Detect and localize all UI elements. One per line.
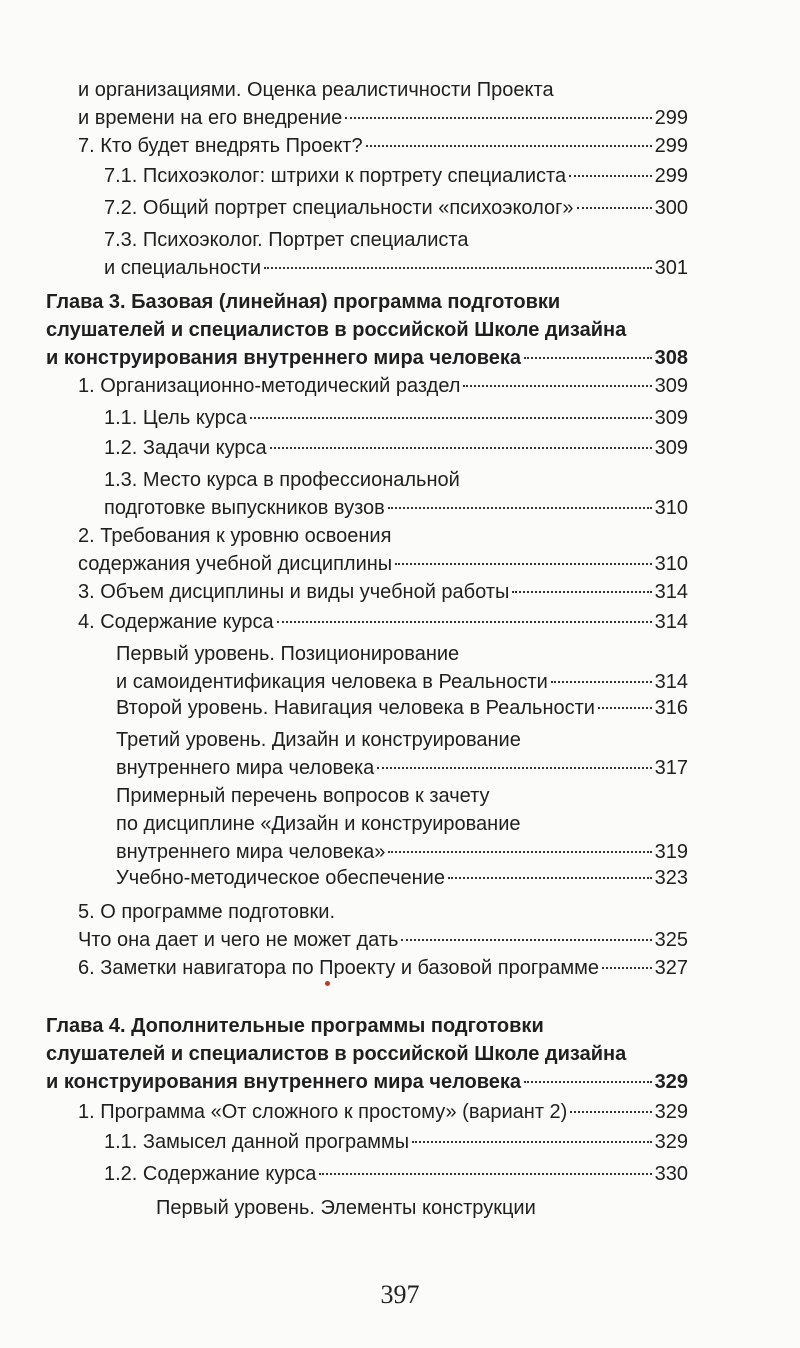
dot-leader xyxy=(401,938,651,941)
toc-entry-final-line xyxy=(78,926,688,954)
toc-entry-title: 1. Организационно-методический раздел xyxy=(78,375,461,397)
dot-leader xyxy=(598,706,652,709)
toc-entry-final-line xyxy=(104,1128,688,1156)
toc-page-number: 317 xyxy=(654,757,688,779)
toc-page-number: 329 xyxy=(654,1131,688,1153)
toc-entry-title: и времени на его внедрение xyxy=(78,107,343,129)
toc-entry-line: 1.3. Место курса в профессиональной xyxy=(104,469,460,491)
toc-entry-title: подготовке выпускников вузов xyxy=(104,497,385,519)
toc-entry-line: Глава 3. Базовая (линейная) программа подготовки xyxy=(46,291,561,313)
toc-entry-final-line xyxy=(78,550,688,578)
toc-entry xyxy=(78,76,688,132)
toc-entry-final-line xyxy=(116,668,688,696)
toc-entry-final-line xyxy=(78,372,688,400)
toc-entry-line: слушателей и специалистов в российской Школе дизайна xyxy=(46,1043,627,1065)
dot-leader xyxy=(388,506,652,509)
dot-leader xyxy=(270,446,652,449)
toc-page-number: 299 xyxy=(654,135,688,157)
toc-entry-final-line xyxy=(116,754,688,782)
toc-entry xyxy=(104,1160,688,1188)
ink-dot-mark xyxy=(325,981,330,986)
toc-entry-title: Первый уровень. Элементы конструкции xyxy=(156,1197,536,1219)
toc-page-number: 299 xyxy=(654,107,688,129)
toc-entry xyxy=(104,466,688,522)
toc-page-number: 310 xyxy=(654,553,688,575)
toc-entry xyxy=(104,434,688,462)
toc-entry xyxy=(78,578,688,606)
toc-entry-final-line xyxy=(104,1160,688,1188)
toc-entry-title: Что она дает и чего не может дать xyxy=(78,929,399,951)
toc-entry-title: содержания учебной дисциплины xyxy=(78,553,393,575)
toc-entry-title: и конструирования внутреннего мира человека xyxy=(46,347,522,369)
dot-leader xyxy=(569,174,652,177)
toc-page-number: 299 xyxy=(654,165,688,187)
toc-entry-line: Первый уровень. Позиционирование xyxy=(116,643,460,665)
toc-entry xyxy=(78,1098,688,1126)
toc-entry-title: и самоидентификация человека в Реальности xyxy=(116,671,548,693)
toc-page-number: 309 xyxy=(654,375,688,397)
toc-chapter-entry xyxy=(46,1012,688,1096)
toc-entry-final-line xyxy=(116,838,688,866)
page-number: 397 xyxy=(380,1280,420,1309)
toc-page-number: 327 xyxy=(654,957,688,979)
toc-entry-title: Учебно-методическое обеспечение xyxy=(116,867,445,889)
toc-entry-final-line xyxy=(104,194,688,222)
toc-entry-final-line xyxy=(104,494,688,522)
dot-leader xyxy=(551,680,652,683)
toc-page-number: 330 xyxy=(654,1163,688,1185)
toc-entry-title: 1. Программа «От сложного к простому» (вариант 2) xyxy=(78,1101,568,1123)
toc-page-number: 329 xyxy=(654,1071,688,1093)
dot-leader xyxy=(577,206,652,209)
dot-leader xyxy=(602,966,652,969)
toc-page-number: 309 xyxy=(654,407,688,429)
toc-entry xyxy=(78,372,688,400)
toc-entry-title: 1.2. Содержание курса xyxy=(104,1163,317,1185)
toc-entry-line: 7.3. Психоэколог. Портрет специалиста xyxy=(104,229,469,251)
toc-entry-title: 6. Заметки навигатора по Проекту и базовой программе xyxy=(78,957,600,979)
toc-page-number: 300 xyxy=(654,197,688,219)
toc-page-number: 308 xyxy=(654,347,688,369)
toc-entry-final-line xyxy=(78,578,688,606)
toc-entry xyxy=(116,640,688,696)
toc-entry-final-line xyxy=(78,954,688,982)
toc-entry xyxy=(116,726,688,782)
toc-entry-line: 5. О программе подготовки. xyxy=(78,901,336,923)
toc-entry xyxy=(104,1128,688,1156)
toc-entry xyxy=(104,162,688,190)
toc-entry-title: 7. Кто будет внедрять Проект? xyxy=(78,135,363,157)
toc-entry-final-line xyxy=(104,434,688,462)
dot-leader xyxy=(388,850,651,853)
toc-entry xyxy=(78,522,688,578)
toc-entry-final-line xyxy=(46,344,688,372)
toc-entry-final-line xyxy=(78,608,688,636)
toc-entry xyxy=(78,132,688,160)
toc-entry xyxy=(116,694,688,722)
toc-entry xyxy=(78,954,688,982)
toc-page-number: 309 xyxy=(654,437,688,459)
toc-entry-line: и организациями. Оценка реалистичности Проекта xyxy=(78,79,554,101)
toc-entry xyxy=(104,226,688,282)
dot-leader xyxy=(250,416,652,419)
dot-leader xyxy=(395,562,651,565)
toc-entry-title: Второй уровень. Навигация человека в Реальности xyxy=(116,697,595,719)
toc-entry-title: внутреннего мира человека» xyxy=(116,841,386,863)
toc-page-number: 316 xyxy=(654,697,688,719)
toc-entry-title: и специальности xyxy=(104,257,262,279)
toc-entry xyxy=(104,404,688,432)
toc-entry-line: слушателей и специалистов в российской Школе дизайна xyxy=(46,319,627,341)
toc-entry-line: 2. Требования к уровню освоения xyxy=(78,525,392,547)
dot-leader xyxy=(377,766,651,769)
toc-entry-final-line xyxy=(116,694,688,722)
toc-page-number: 314 xyxy=(654,581,688,603)
toc-entry-final-line xyxy=(78,1098,688,1126)
dot-leader xyxy=(412,1140,651,1143)
toc-page-number: 323 xyxy=(654,867,688,889)
toc-entry-title: 4. Содержание курса xyxy=(78,611,274,633)
dot-leader xyxy=(277,620,652,623)
toc-entry-title: 1.1. Замысел данной программы xyxy=(104,1131,410,1153)
dot-leader xyxy=(570,1110,651,1113)
toc-page-number: 325 xyxy=(654,929,688,951)
toc-page-number: 314 xyxy=(654,671,688,693)
dot-leader xyxy=(366,144,652,147)
toc-entry-final-line xyxy=(78,132,688,160)
toc-entry-line: по дисциплине «Дизайн и конструирование xyxy=(116,813,521,835)
toc-entry xyxy=(156,1194,688,1222)
toc-entry-final-line xyxy=(78,104,688,132)
toc-page-number: 310 xyxy=(654,497,688,519)
toc-entry xyxy=(78,608,688,636)
toc-entry-final-line xyxy=(46,1068,688,1096)
dot-leader xyxy=(463,384,651,387)
toc-entry xyxy=(78,898,688,954)
toc-entry-line: Глава 4. Дополнительные программы подготовки xyxy=(46,1015,544,1037)
toc-entry-final-line xyxy=(104,162,688,190)
toc-entry-title: 1.2. Задачи курса xyxy=(104,437,267,459)
toc-page-number: 314 xyxy=(654,611,688,633)
toc-entry xyxy=(116,864,688,892)
toc-entry xyxy=(104,194,688,222)
toc-entry-line: Примерный перечень вопросов к зачету xyxy=(116,785,490,807)
toc-entry xyxy=(116,782,688,866)
toc-page-number: 319 xyxy=(654,841,688,863)
dot-leader xyxy=(524,356,652,359)
toc-entry-title: внутреннего мира человека xyxy=(116,757,375,779)
toc-chapter-entry xyxy=(46,288,688,372)
toc-page-number: 329 xyxy=(654,1101,688,1123)
dot-leader xyxy=(345,116,651,119)
toc-page-number: 301 xyxy=(654,257,688,279)
toc-entry-final-line xyxy=(104,404,688,432)
dot-leader xyxy=(512,590,651,593)
dot-leader xyxy=(524,1080,652,1083)
dot-leader xyxy=(448,876,652,879)
toc-entry-final-line xyxy=(104,254,688,282)
dot-leader xyxy=(319,1172,651,1175)
toc-entry-title: и конструирования внутреннего мира человека xyxy=(46,1071,522,1093)
toc-entry-title: 3. Объем дисциплины и виды учебной работы xyxy=(78,581,510,603)
toc-entry-final-line xyxy=(156,1194,688,1222)
toc-entry-title: 1.1. Цель курса xyxy=(104,407,247,429)
toc-entry-title: 7.2. Общий портрет специальности «психоэколог» xyxy=(104,197,574,219)
toc-entry-title: 7.1. Психоэколог: штрихи к портрету специалиста xyxy=(104,165,567,187)
dot-leader xyxy=(264,266,652,269)
toc-entry-line: Третий уровень. Дизайн и конструирование xyxy=(116,729,521,751)
toc-entry-final-line xyxy=(116,864,688,892)
